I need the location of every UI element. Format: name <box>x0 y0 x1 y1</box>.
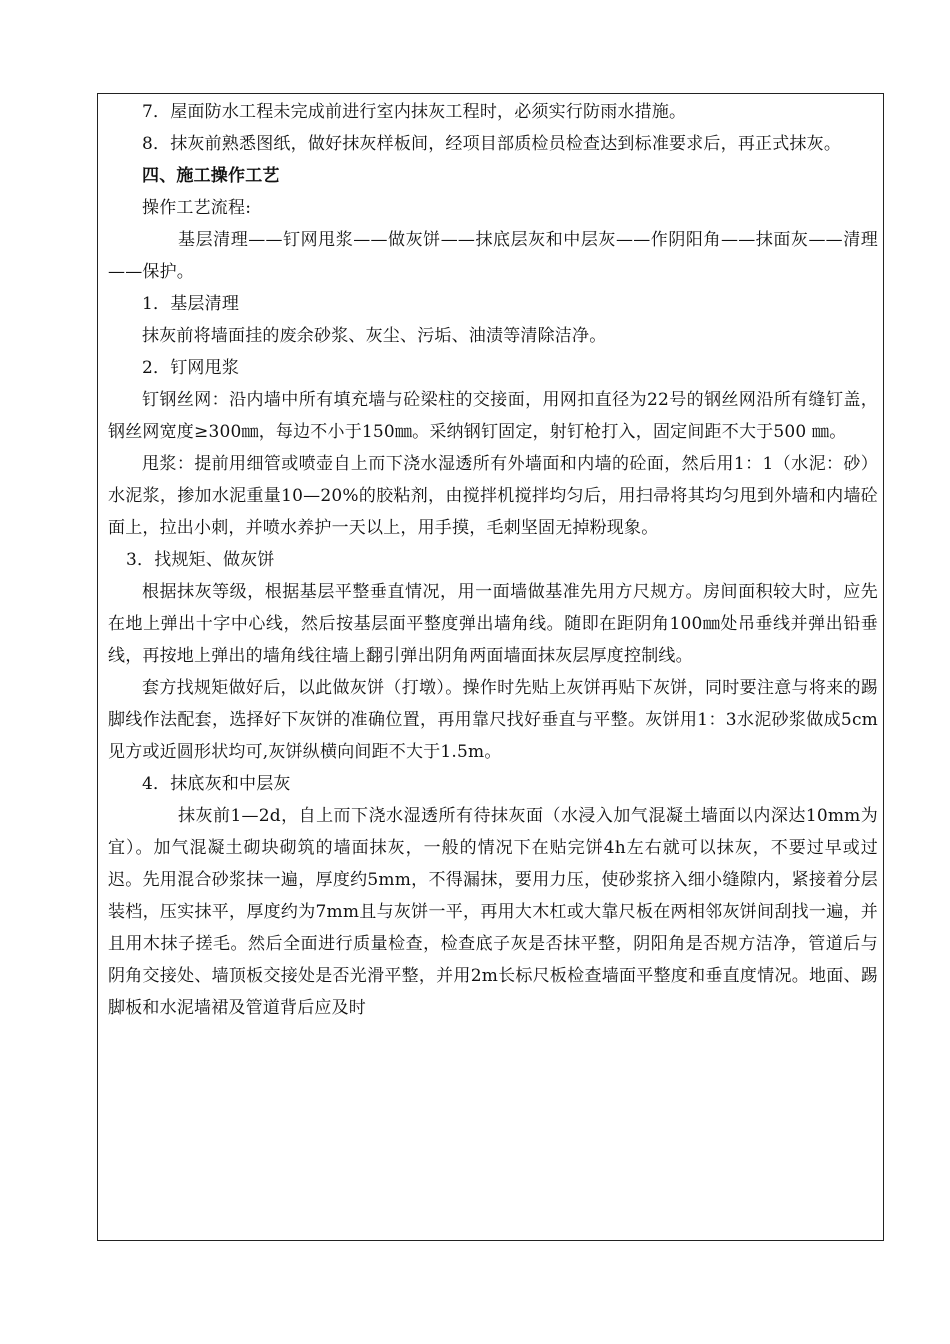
paragraph-plaster-dabs: 套方找规矩做好后，以此做灰饼（打墩）。操作时先贴上灰饼再贴下灰饼，同时要注意与将来的踢脚线作法配套，选择好下灰饼的准确位置，再用靠尺找好垂直与平整。灰饼用1：3水泥砂浆做成5cm见方或近圆形状均可,灰饼纵横向间距不大于1.5m。 <box>108 678 878 762</box>
subheading-mesh-slurry: 2．钉网甩浆 <box>142 358 240 378</box>
process-flow-text: 基层清理——钉网甩浆——做灰饼——抹底层灰和中层灰——作阴阳角——抹面灰——清理——保护。 <box>108 230 878 282</box>
process-flow-label: 操作工艺流程: <box>142 198 252 218</box>
subheading-base-middle-coat: 4．抹底灰和中层灰 <box>142 774 291 794</box>
paragraph-leveling: 根据抹灰等级，根据基层平整垂直情况，用一面墙做基准先用方尺规方。房间面积较大时，应先在地上弹出十字中心线，然后按基层面平整度弹出墙角线。随即在距阴角100㎜处吊垂线并弹出铅垂线，再按地上弹出的墙角线往墙上翻引弹出阴角两面墙面抹灰层厚度控制线。 <box>108 582 878 666</box>
section-heading-construction-process: 四、施工操作工艺 <box>142 166 280 186</box>
paragraph-slurry-throwing: 甩浆：提前用细管或喷壶自上而下浇水湿透所有外墙面和内墙的砼面，然后用1：1（水泥：砂）水泥浆，掺加水泥重量10—20%的胶粘剂，由搅拌机搅拌均匀后，用扫帚将其均匀甩到外墙和内墙砼面上，拉出小刺，并喷水养护一天以上，用手摸，毛刺坚固无掉粉现象。 <box>108 454 878 538</box>
paragraph-steel-mesh: 钉钢丝网：沿内墙中所有填充墙与砼梁柱的交接面，用网扣直径为22号的钢丝网沿所有缝钉盖，钢丝网宽度≥300㎜，每边不小于150㎜。采纳钢钉固定，射钉枪打入，固定间距不大于500 ㎜。 <box>108 390 878 442</box>
subheading-base-cleaning: 1．基层清理 <box>142 294 240 314</box>
paragraph-base-middle-coat: 抹灰前1—2d，自上而下浇水湿透所有待抹灰面（水浸入加气混凝土墙面以内深达10mm为宜）。加气混凝土砌块砌筑的墙面抹灰，一般的情况下在贴完饼4h左右就可以抹灰，不要过早或过迟。先用混合砂浆抹一遍，厚度约5mm，不得漏抹，要用力压，使砂浆挤入细小缝隙内，紧接着分层装档，压实抹平，厚度约为7mm且与灰饼一平，再用大木杠或大靠尺板在两相邻灰饼间刮找一遍，并且用木抹子搓毛。然后全面进行质量检查，检查底子灰是否抹平整，阴阳角是否规方洁净，管道后与阴角交接处、墙顶板交接处是否光滑平整，并用2m长标尺板检查墙面平整度和垂直度情况。地面、踢脚板和水泥墙裙及管道背后应及时 <box>108 806 878 1018</box>
document-body <box>108 96 878 1024</box>
paragraph-item-7: 7．屋面防水工程未完成前进行室内抹灰工程时，必须实行防雨水措施。 <box>142 102 687 122</box>
paragraph-base-cleaning: 抹灰前将墙面挂的废余砂浆、灰尘、污垢、油渍等清除洁净。 <box>142 326 607 346</box>
paragraph-item-8: 8．抹灰前熟悉图纸，做好抹灰样板间，经项目部质检员检查达到标准要求后，再正式抹灰。 <box>142 134 842 154</box>
subheading-rule-and-dabs: 3．找规矩、做灰饼 <box>126 550 275 570</box>
